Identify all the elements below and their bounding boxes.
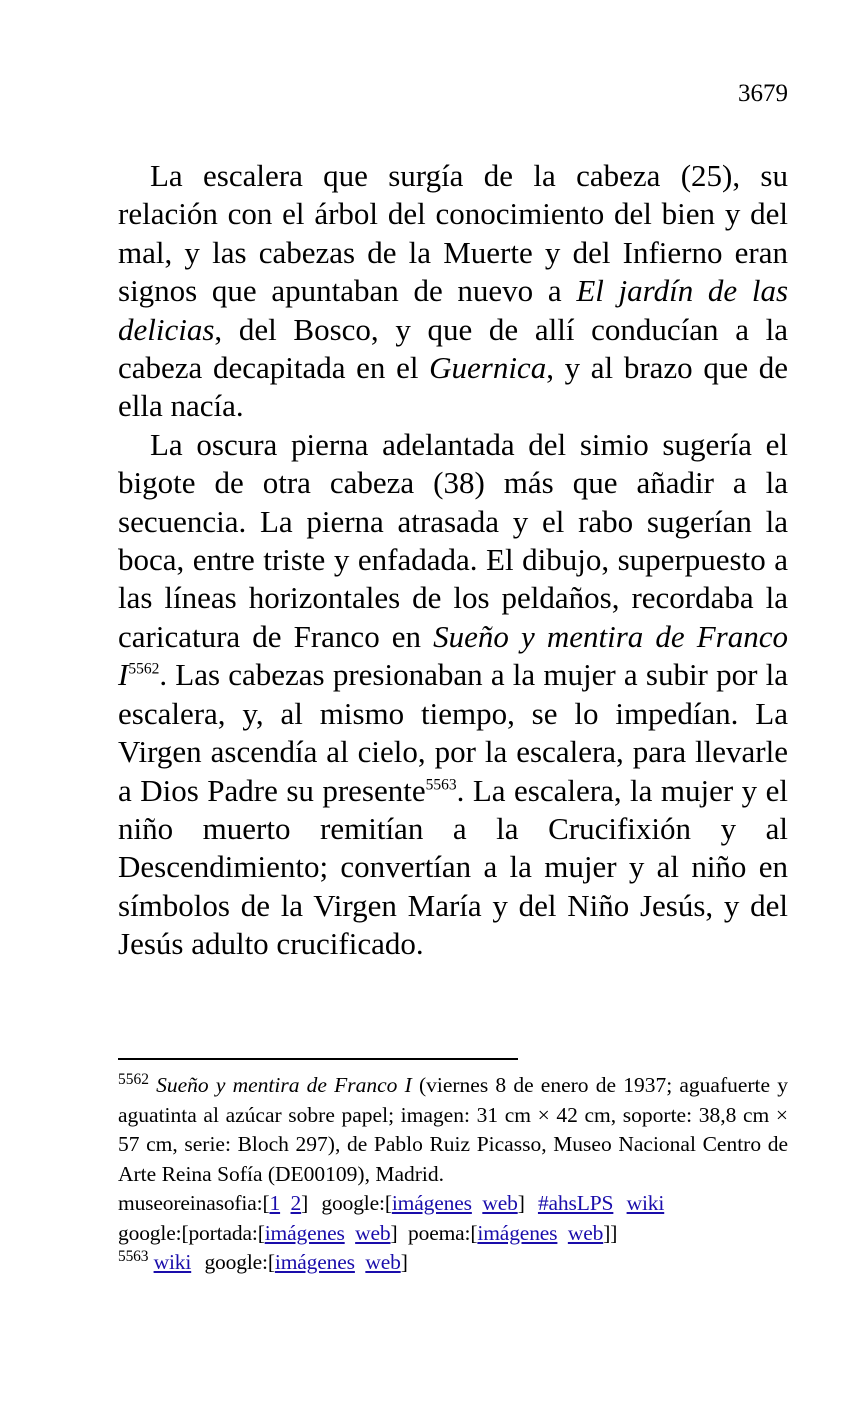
link-prefix: google:[ [321,1191,392,1215]
wiki-link[interactable]: wiki [626,1191,665,1215]
link-prefix: museoreinasofia:[ [118,1191,270,1215]
artwork-title: Guernica [429,350,547,386]
paragraph [118,426,788,964]
link-suffix: ] [400,1250,408,1274]
link-prefix: google:[portada:[ [118,1220,265,1245]
portada-images-link[interactable]: imágenes [264,1220,345,1245]
footnote-divider [118,1058,518,1060]
footnote-number: 5563 [118,1247,149,1265]
text: La escalera que surgía de la cabeza (25), su relación con el árbol del conocimiento del bien y del mal, y las cabezas de la Muerte y del Infierno eran signos que apuntaban de nuevo a [118,158,788,309]
link-suffix: ] [517,1191,525,1215]
footnotes [118,1071,788,1278]
artwork-title: El jardín de las delicias [118,273,789,347]
footnote-links-line [118,1219,788,1249]
link-suffix: ] [301,1191,309,1215]
text: . Las cabezas presionaban a la mujer a subir por la escalera, y, al mismo tiempo, se lo impedían. La Virgen ascendía al cielo, por la escalera, para llevarle a Dios Padre su presente [118,657,788,808]
footnote-5562 [118,1071,788,1189]
link-suffix: ]] [603,1220,618,1245]
poema-web-link[interactable]: web [567,1220,604,1245]
footnote-5563 [118,1248,788,1278]
poema-images-link[interactable]: imágenes [477,1220,558,1245]
link-prefix: google:[ [204,1250,275,1274]
paragraph [118,157,788,426]
text: . La escalera, la mujer y el niño muerto remitían a la Crucifixión y al Descendimiento; convertían a la mujer y al niño en símbolos de la Virgen María y del Niño Jesús, y del Jesús adulto crucificado. [118,772,789,962]
wiki-link[interactable]: wiki [153,1250,192,1274]
main-text [118,157,788,964]
museo-link-2[interactable]: 2 [290,1191,302,1215]
hashtag-link[interactable]: #ahsLPS [537,1191,614,1215]
text: La oscura pierna adelantada del simio sugería el bigote de otra cabeza (38) más que añadir a la secuencia. La pierna atrasada y el rabo sugerían la boca, entre triste y enfadada. El dibujo, superpuesto a las líneas horizontales de los peldaños, recordaba la caricatura de Franco en [118,426,788,654]
museo-link-1[interactable]: 1 [269,1191,281,1215]
footnote-title: Sueño y mentira de Franco I [156,1073,412,1097]
footnote-ref: 5563 [425,776,457,794]
link-prefix: poema:[ [408,1220,478,1245]
page-number: 3679 [738,80,788,107]
footnote-links-line [118,1189,788,1219]
footnote-text: (viernes 8 de enero de 1937; aguafuerte y aguatinta al azúcar sobre papel; imagen: 31 cm × 42 cm, soporte: 38,8 cm × 57 cm, serie: Bloch 297), de Pablo Ruiz Picasso, Museo Nacional Centro de Arte Reina Sofía (DE00109), Madrid. [118,1073,789,1186]
portada-web-link[interactable]: web [355,1220,391,1245]
text: , del Bosco, y que de allí conducían a la cabeza decapitada en el [118,311,788,386]
footnote-number: 5562 [118,1070,149,1088]
text: , y al brazo que de ella nacía. [118,350,789,424]
google-images-link[interactable]: imágenes [274,1250,355,1274]
google-web-link[interactable]: web [365,1250,401,1274]
artwork-title: Sueño y mentira de Franco I [118,618,788,693]
link-suffix: ] [390,1220,398,1245]
footnote-ref: 5562 [128,660,160,678]
google-web-link[interactable]: web [482,1191,518,1215]
google-images-link[interactable]: imágenes [391,1191,472,1215]
